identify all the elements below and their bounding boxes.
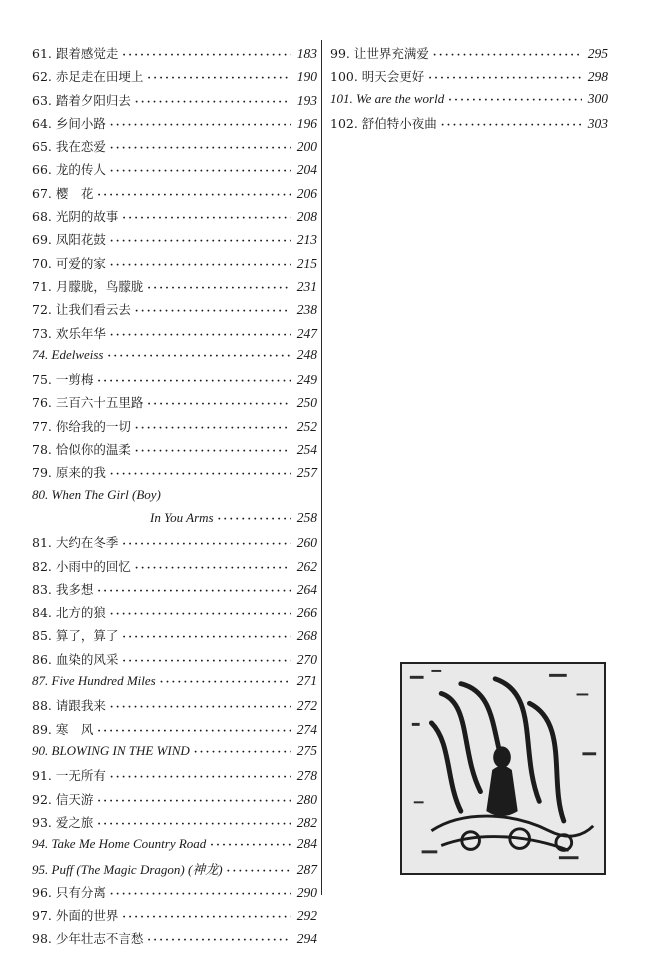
- toc-entry-page: 274: [296, 721, 317, 737]
- toc-entry-page: 252: [296, 418, 317, 434]
- toc-entry: [32, 137, 317, 160]
- toc-entry-title: 88. 请跟我来: [32, 698, 106, 714]
- toc-entry: [32, 207, 317, 230]
- toc-entry-page: 200: [296, 139, 317, 155]
- toc-entry-title: 71. 月朦胧，鸟朦胧: [32, 278, 144, 294]
- toc-entry: [32, 487, 317, 510]
- leader-dots: [135, 446, 291, 457]
- toc-entry-title: 102. 舒伯特小夜曲: [330, 115, 437, 131]
- toc-entry-page: 247: [296, 325, 317, 341]
- toc-entry: [32, 300, 317, 323]
- leader-dots: [135, 97, 291, 108]
- leader-dots: [147, 283, 291, 294]
- leader-dots: [97, 726, 291, 737]
- toc-entry: [32, 463, 317, 486]
- toc-entry: [32, 813, 317, 836]
- toc-entry-title: 90. BLOWING IN THE WIND: [32, 742, 190, 758]
- toc-entry-title: 68. 光阴的故事: [32, 209, 119, 225]
- toc-entry-title: 91. 一无所有: [32, 768, 106, 784]
- leader-dots: [218, 514, 291, 525]
- toc-entry-page: 282: [296, 814, 317, 830]
- toc-entry-title: 85. 算了，算了: [32, 628, 119, 644]
- toc-entry-title: 95. Puff (The Magic Dragon) (神龙): [32, 862, 223, 878]
- leader-dots: [210, 840, 291, 851]
- toc-entry-title: 63. 踏着夕阳归去: [32, 92, 131, 108]
- toc-entry-page: 287: [296, 862, 317, 878]
- toc-entry: [32, 67, 317, 90]
- leader-dots: [110, 889, 291, 900]
- toc-right-column: [330, 44, 608, 137]
- toc-entry: [32, 91, 317, 114]
- toc-entry-page: 272: [296, 698, 317, 714]
- toc-entry-title: 74. Edelweiss: [32, 346, 104, 362]
- leader-dots: [97, 376, 291, 387]
- column-divider: [321, 40, 322, 895]
- leader-dots: [110, 143, 291, 154]
- toc-entry: [32, 370, 317, 393]
- toc-entry-page: 215: [296, 255, 317, 271]
- leader-dots: [135, 423, 291, 434]
- toc-entry-title: 67. 樱 花: [32, 185, 94, 201]
- toc-entry-page: 275: [296, 742, 317, 758]
- toc-entry-page: 268: [296, 628, 317, 644]
- toc-entry-title: 73. 欢乐年华: [32, 325, 106, 341]
- toc-entry-title: 92. 信天游: [32, 791, 94, 807]
- toc-entry-page: 278: [296, 768, 317, 784]
- toc-entry: [32, 906, 317, 929]
- toc-entry-title: 84. 北方的狼: [32, 605, 106, 621]
- toc-entry-page: 292: [296, 907, 317, 923]
- toc-entry-title: 87. Five Hundred Miles: [32, 673, 156, 689]
- toc-entry-page: 262: [296, 558, 317, 574]
- toc-entry-page: 284: [296, 836, 317, 852]
- leader-dots: [110, 120, 291, 131]
- toc-left-column: [32, 44, 317, 953]
- leader-dots: [110, 166, 291, 177]
- toc-entry: [32, 626, 317, 649]
- toc-entry: [32, 557, 317, 580]
- leader-dots: [135, 563, 291, 574]
- toc-entry-page: 303: [587, 115, 608, 131]
- leader-dots: [147, 73, 291, 84]
- leader-dots: [97, 190, 291, 201]
- leader-dots: [110, 772, 291, 783]
- leader-dots: [147, 935, 291, 946]
- toc-entry-page: 294: [296, 931, 317, 947]
- toc-entry: [32, 347, 317, 370]
- toc-entry-title: 76. 三百六十五里路: [32, 395, 144, 411]
- leader-dots: [448, 95, 582, 106]
- leader-dots: [122, 213, 291, 224]
- toc-entry: [32, 673, 317, 696]
- toc-entry-title: 77. 你给我的一切: [32, 418, 131, 434]
- toc-entry-title: 75. 一剪梅: [32, 372, 94, 388]
- leader-dots: [97, 819, 291, 830]
- toc-entry-title: 89. 寒 风: [32, 721, 94, 737]
- toc-entry-page: 260: [296, 535, 317, 551]
- leader-dots: [110, 609, 291, 620]
- toc-entry-title: 79. 原来的我: [32, 465, 106, 481]
- toc-entry: [32, 720, 317, 743]
- toc-entry: [32, 393, 317, 416]
- toc-entry-title: 66. 龙的传人: [32, 162, 106, 178]
- toc-entry-page: 231: [296, 278, 317, 294]
- toc-entry-page: 254: [296, 442, 317, 458]
- toc-entry: [32, 650, 317, 673]
- toc-entry-page: 295: [587, 46, 608, 61]
- leader-dots: [110, 469, 291, 480]
- leader-dots: [428, 73, 582, 84]
- toc-entry: [32, 743, 317, 766]
- toc-entry-title: 99. 让世界充满爱: [330, 46, 429, 61]
- toc-entry-title: 81. 大约在冬季: [32, 535, 119, 551]
- toc-entry: [32, 44, 317, 67]
- toc-entry-title: 100. 明天会更好: [330, 69, 425, 85]
- toc-entry: [32, 184, 317, 207]
- toc-entry: [32, 766, 317, 789]
- leader-dots: [110, 260, 291, 271]
- leader-dots: [433, 50, 582, 61]
- toc-entry-page: 258: [296, 509, 317, 525]
- toc-entry-title: 94. Take Me Home Country Road: [32, 836, 207, 852]
- leader-dots: [147, 399, 291, 410]
- leader-dots: [227, 866, 291, 877]
- leader-dots: [160, 677, 291, 688]
- toc-entry-title: 61. 跟着感觉走: [32, 46, 119, 61]
- toc-entry: [32, 603, 317, 626]
- toc-entry-title: 69. 凤阳花鼓: [32, 232, 106, 248]
- toc-entry-page: 208: [296, 209, 317, 225]
- toc-entry-page: 193: [296, 92, 317, 108]
- toc-entry-page: 190: [296, 69, 317, 85]
- leader-dots: [97, 796, 291, 807]
- toc-entry-page: 298: [587, 69, 608, 85]
- toc-entry: [32, 883, 317, 906]
- toc-entry-page: 264: [296, 581, 317, 597]
- leader-dots: [122, 656, 291, 667]
- leader-dots: [194, 747, 291, 758]
- toc-entry-title: 82. 小雨中的回忆: [32, 558, 131, 574]
- toc-entry-title: 98. 少年壮志不言愁: [32, 931, 144, 947]
- toc-entry-title: 62. 赤足走在田埂上: [32, 69, 144, 85]
- leader-dots: [122, 539, 291, 550]
- toc-entry-title: 97. 外面的世界: [32, 907, 119, 923]
- leader-dots: [110, 236, 291, 247]
- toc-entry-title: 64. 乡间小路: [32, 115, 106, 131]
- leader-dots: [110, 702, 291, 713]
- toc-entry-page: 290: [296, 884, 317, 900]
- leader-dots: [110, 330, 291, 341]
- toc-entry-title: 93. 爱之旅: [32, 814, 94, 830]
- toc-entry: [32, 114, 317, 137]
- toc-entry-page: 248: [296, 346, 317, 362]
- toc-entry-page: 271: [296, 673, 317, 689]
- toc-entry: [32, 510, 317, 533]
- toc-entry: [32, 230, 317, 253]
- toc-entry-page: 196: [296, 115, 317, 131]
- toc-entry-title: 86. 血染的风采: [32, 651, 119, 667]
- toc-entry: [330, 114, 608, 137]
- leader-dots: [441, 120, 582, 131]
- toc-entry: [330, 91, 608, 114]
- toc-entry: [32, 160, 317, 183]
- toc-entry-page: 249: [296, 372, 317, 388]
- toc-entry: [32, 836, 317, 859]
- toc-entry-title: 78. 恰似你的温柔: [32, 442, 131, 458]
- toc-entry-title: 65. 我在恋爱: [32, 139, 106, 155]
- leader-dots: [122, 912, 291, 923]
- toc-entry-page: 238: [296, 302, 317, 318]
- toc-entry: [32, 254, 317, 277]
- toc-entry-title: 72. 让我们看云去: [32, 302, 131, 318]
- toc-entry-page: 266: [296, 605, 317, 621]
- toc-entry: [32, 929, 317, 952]
- toc-entry: [32, 533, 317, 556]
- toc-entry-page: 270: [296, 651, 317, 667]
- toc-entry-page: 250: [296, 395, 317, 411]
- toc-entry-title: In You Arms: [150, 509, 214, 525]
- toc-entry-title: 80. When The Girl (Boy): [32, 486, 161, 502]
- toc-entry-title: 70. 可爱的家: [32, 255, 106, 271]
- toc-entry: [330, 44, 608, 67]
- toc-entry-page: 183: [296, 46, 317, 61]
- toc-entry: [32, 859, 317, 882]
- toc-entry: [32, 417, 317, 440]
- leader-dots: [122, 632, 291, 643]
- leader-dots: [122, 50, 291, 61]
- leader-dots: [108, 351, 292, 362]
- toc-entry: [32, 790, 317, 813]
- toc-entry: [330, 67, 608, 90]
- toc-entry-title: 96. 只有分离: [32, 884, 106, 900]
- toc-entry: [32, 696, 317, 719]
- toc-entry: [32, 277, 317, 300]
- toc-entry: [32, 440, 317, 463]
- toc-entry-title: 101. We are the world: [330, 90, 445, 106]
- toc-entry-title: 83. 我多想: [32, 581, 94, 597]
- toc-entry-page: 213: [296, 232, 317, 248]
- toc-entry-page: 206: [296, 185, 317, 201]
- flying-apsara-woodcut-icon: [400, 662, 606, 875]
- toc-entry-page: 280: [296, 791, 317, 807]
- toc-entry-page: 257: [296, 465, 317, 481]
- toc-entry-page: 300: [587, 90, 608, 106]
- toc-entry: [32, 324, 317, 347]
- toc-entry-page: 204: [296, 162, 317, 178]
- toc-entry: [32, 580, 317, 603]
- leader-dots: [97, 586, 291, 597]
- leader-dots: [135, 306, 291, 317]
